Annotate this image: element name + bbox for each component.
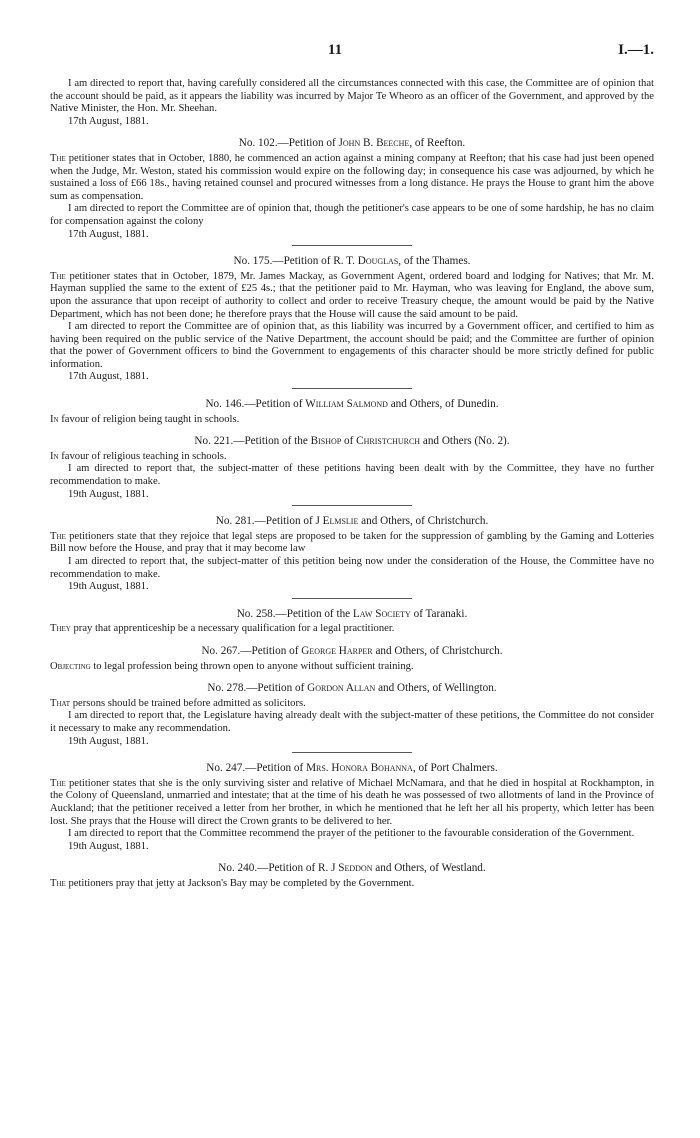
page-number: 11	[327, 42, 343, 58]
petition-title-247: No. 247.—Petition of Mrs. Honora Bohanna, of Port Chalmers.	[206, 762, 498, 775]
section-divider	[292, 245, 412, 246]
report-paragraph-175: I am directed to report the Committee are of opinion that, as this liability was incurred by a Government officer, and certified to him as having been required on the public service of the Native Department, the account should be paid; and the Committee are further of opinion that the power of Government officers to bind the Government to engagements of this character should be more strictly defined for public information.	[50, 321, 654, 370]
document-body	[50, 78, 654, 890]
petition-text-240: The petitioners pray that jetty at Jackson's Bay may be completed by the Government.	[50, 877, 415, 889]
petition-title-240: No. 240.—Petition of R. J Seddon and Others, of Westland.	[218, 862, 486, 875]
petition-title-267: No. 267.—Petition of George Harper and Others, of Christchurch.	[201, 644, 503, 657]
page-header	[50, 40, 654, 62]
petition-text-221: In favour of religious teaching in schools.	[50, 450, 227, 462]
document-reference: I.—1.	[618, 42, 654, 58]
report-paragraph-221: I am directed to report that, the subject-matter of these petitions having been dealt with by the Committee, they have no further recommendation to make.	[50, 463, 654, 488]
section-divider	[292, 505, 412, 506]
report-date-221: 19th August, 1881.	[68, 488, 149, 500]
report-date-102: 17th August, 1881.	[68, 228, 149, 240]
section-divider	[292, 388, 412, 389]
petition-title-258: No. 258.—Petition of the Law Society of Taranaki.	[236, 607, 468, 620]
petition-title-281: No. 281.—Petition of J Elmslie and Others, of Christchurch.	[215, 515, 489, 528]
report-date-175: 17th August, 1881.	[68, 371, 149, 383]
report-date-278: 19th August, 1881.	[68, 735, 149, 747]
report-date-281: 19th August, 1881.	[68, 581, 149, 593]
report-paragraph-278: I am directed to report that, the Legislature having already dealt with the subject-matter of these petitions, the Committee do not consider it necessary to make any recommendation.	[50, 710, 654, 734]
petition-text-102: The petitioner states that in October, 1880, he commenced an action against a mining company at Reefton; that his case had just been opened when the Judge, Mr. Weston, stated his commission would expire on the following day; in consequence his case was adjourned, by which he sustained a loss of £66 18s., having retained counsel and procured witnesses from a long distance. He prays the House to grant him the above sum as compensation.	[50, 152, 654, 202]
report-date-247: 19th August, 1881.	[68, 840, 149, 852]
petition-text-278: That persons should be trained before admitted as solicitors.	[50, 697, 306, 709]
petition-text-175: The petitioner states that in October, 1879, Mr. James Mackay, as Government Agent, ordered board and lodging for Natives; that Mr. M. Hayman supplied the same to the extent of £25 4s.; that the petitioner paid to Mr. Hayman, who was leaving for England, the above sum, upon the assurance that upon receipt of authority to collect and order to receive Treasury cheque, the amount would be paid by the Native Department, which has not been done; he therefore prays that the House will cause the said amount to be paid.	[50, 270, 654, 320]
petition-text-258: They pray that apprenticeship be a necessary qualification for a legal practitioner.	[50, 623, 395, 635]
petition-title-221: No. 221.—Petition of the Bishop of Christchurch and Others (No. 2).	[194, 435, 510, 448]
report-paragraph: I am directed to report that, having carefully considered all the circumstances connected with this case, the Committee are of opinion that the account should be paid, as it appears the liability was incurred by Major Te Wheoro as an officer of the Government, and approved by the Native Minister, the Hon. Mr. Sheehan.	[50, 78, 654, 115]
section-divider	[292, 598, 412, 599]
report-date: 17th August, 1881.	[68, 115, 149, 127]
petition-title-146: No. 146.—Petition of William Salmond and Others, of Dunedin.	[205, 398, 499, 411]
section-divider	[292, 752, 412, 753]
petition-title-175: No. 175.—Petition of R. T. Douglas, of the Thames.	[233, 255, 471, 268]
petition-title-102: No. 102.—Petition of John B. Beeche, of Reefton.	[238, 137, 466, 150]
petition-text-281: The petitioners state that they rejoice that legal steps are proposed to be taken for the suppression of gambling by the Gaming and Lotteries Bill now before the House, and pray that it may become law	[50, 530, 654, 555]
petition-text-146: In favour of religion being taught in schools.	[50, 413, 240, 425]
petition-text-247: The petitioner states that she is the only surviving sister and relative of Michael McNamara, and that he died in hospital at Rockhampton, in the Colony of Queensland, unmarried and intestate; that at the time of his death he was possessed of two allotments of land in the Province of Auckland; that the petitioner received a letter from her brother, in which he mentioned that he left her all his property, which letter has been lost. She prays that the House will direct the Crown grants to be delivered to her.	[50, 777, 654, 827]
report-paragraph-247: I am directed to report that the Committee recommend the prayer of the petitioner to the favourable consideration of the Government.	[68, 828, 635, 840]
petition-text-267: Objecting to legal profession being thrown open to anyone without sufficient training.	[50, 660, 414, 672]
report-paragraph-102: I am directed to report the Committee are of opinion that, though the petitioner's case appears to be one of some hardship, he has no claim for compensation against the colony	[50, 203, 654, 227]
petition-title-278: No. 278.—Petition of Gordon Allan and Others, of Wellington.	[207, 682, 497, 695]
report-paragraph-281: I am directed to report that, the subject-matter of this petition being now under the consideration of the House, the Committee have no recommendation to make.	[50, 556, 654, 580]
